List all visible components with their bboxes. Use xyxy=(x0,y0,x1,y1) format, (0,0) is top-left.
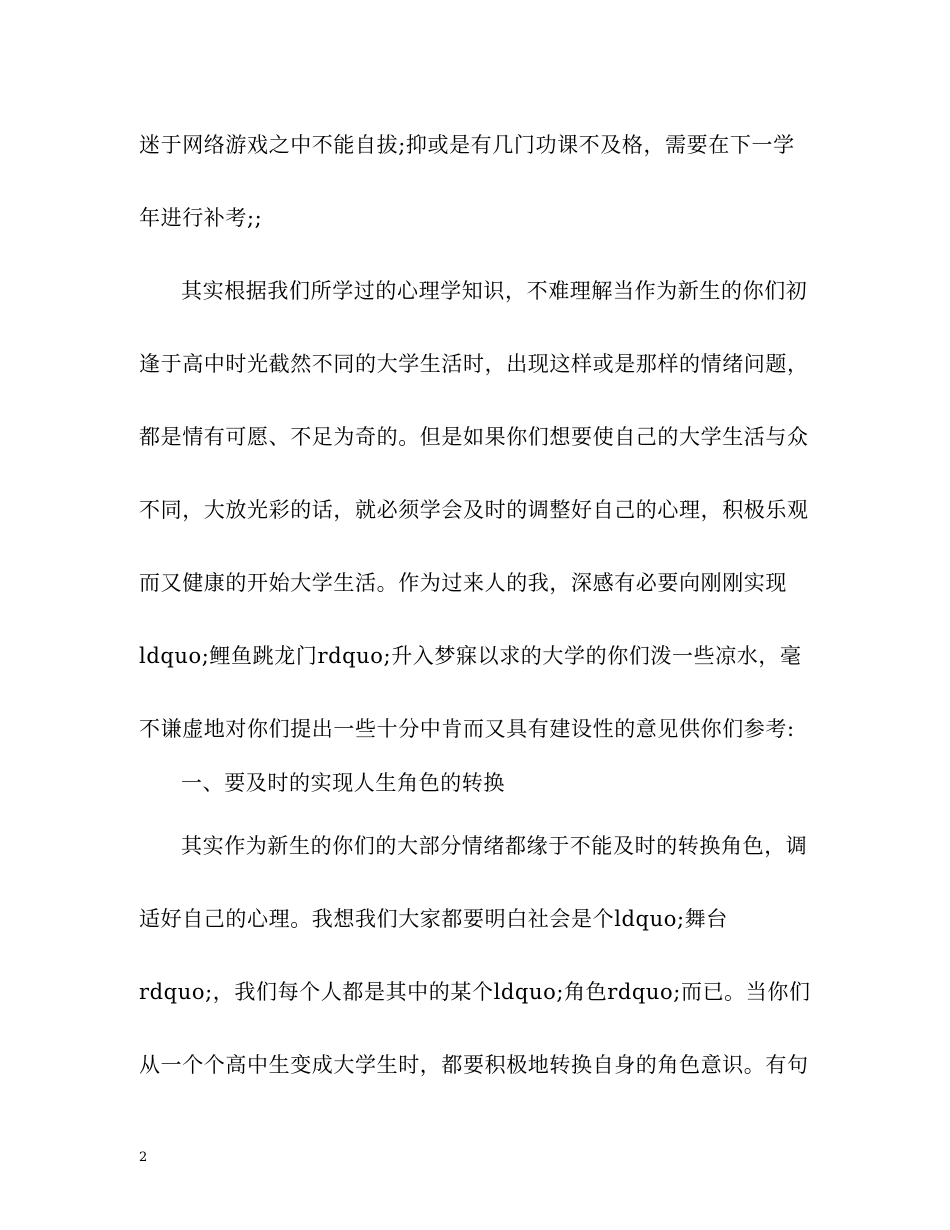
text-line-5: 都是情有可愿、不足为奇的。但是如果你们想要使自己的大学生活与众 xyxy=(139,425,809,449)
text-line-6: 不同，大放光彩的话，就必须学会及时的调整好自己的心理，积极乐观 xyxy=(139,498,809,522)
text-line-11: 其实作为新生的你们的大部分情绪都缘于不能及时的转换角色，调 xyxy=(181,834,808,858)
text-line-7: 而又健康的开始大学生活。作为过来人的我，深感有必要向刚刚实现 xyxy=(139,571,787,595)
text-line-1: 迷于网络游戏之中不能自拔;抑或是有几门功课不及格，需要在下一学 xyxy=(139,133,795,157)
text-line-14: 从一个个高中生变成大学生时，都要积极地转换自身的角色意识。有句 xyxy=(139,1053,809,1077)
text-line-12: 适好自己的心理。我想我们大家都要明白社会是个ldquo;舞台 xyxy=(139,907,728,931)
text-line-4: 逢于高中时光截然不同的大学生活时，出现这样或是那样的情绪问题， xyxy=(139,352,809,376)
page-number: 2 xyxy=(139,1150,148,1165)
text-line-2: 年进行补考;; xyxy=(139,206,263,230)
text-line-3: 其实根据我们所学过的心理学知识，不难理解当作为新生的你们初 xyxy=(181,279,808,303)
text-line-9: 不谦虚地对你们提出一些十分中肯而又具有建设性的意见供你们参考: xyxy=(139,717,795,741)
text-line-13: rdquo;，我们每个人都是其中的某个ldquo;角色rdquo;而已。当你们 xyxy=(139,980,811,1004)
section-heading: 一、要及时的实现人生角色的转换 xyxy=(181,771,505,795)
text-line-8: ldquo;鲤鱼跳龙门rdquo;升入梦寐以求的大学的你们泼一些凉水，毫 xyxy=(139,644,802,668)
